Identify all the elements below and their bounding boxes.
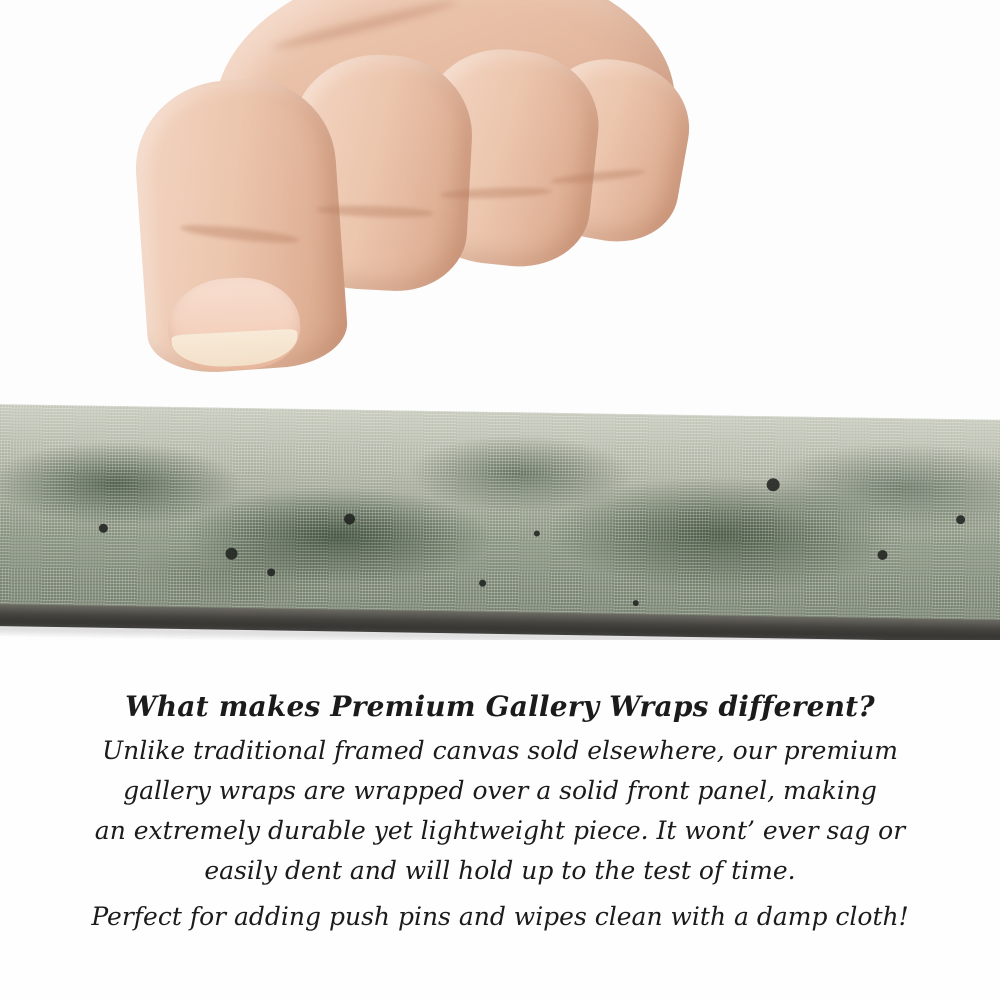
canvas-speck	[633, 600, 639, 606]
canvas-speck	[956, 515, 965, 524]
hand-photo	[120, 0, 680, 430]
canvas-speck	[479, 580, 486, 587]
canvas-speck	[534, 530, 540, 536]
caption-block	[0, 690, 1000, 937]
caption-line-5: Perfect for adding push pins and wipes clean with a damp cloth!	[91, 902, 909, 931]
gallery-wrap-edge	[0, 404, 1000, 640]
canvas-speck	[344, 513, 355, 524]
caption-line-3: an extremely durable yet lightweight piece. It wont’ ever sag or	[94, 816, 906, 845]
caption-line-2: gallery wraps are wrapped over a solid front panel, making	[123, 776, 877, 805]
canvas-speck	[767, 478, 780, 491]
canvas-speck	[99, 524, 108, 533]
canvas-speck	[877, 550, 887, 560]
caption-heading: What makes Premium Gallery Wraps different?	[125, 690, 875, 723]
caption-line-4: easily dent and will hold up to the test of time.	[204, 856, 796, 885]
canvas-weave-texture	[0, 404, 1000, 625]
caption-line-1: Unlike traditional framed canvas sold elsewhere, our premium	[102, 736, 898, 765]
